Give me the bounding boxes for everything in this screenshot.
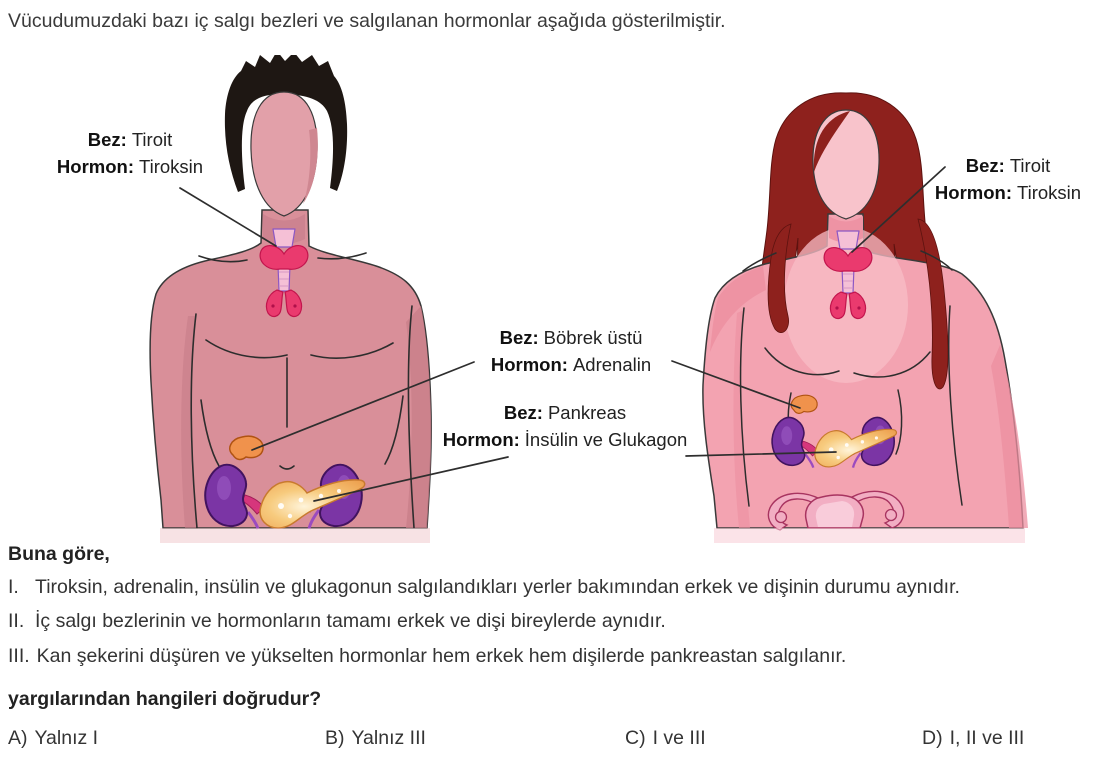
pancreas-label-line1: Bez: Pankreas [503,402,627,423]
option-a-letter: A) [8,727,28,749]
pancreas-label-line2: Hormon: İnsülin ve Glukagon [442,429,688,450]
option-b-text: Yalnız III [351,727,426,749]
adrenal-label-line1: Bez: Böbrek üstü [499,327,643,348]
question-stem: yargılarından hangileri doğrudur? [8,688,322,710]
statement-3-numeral: III. [8,645,30,667]
female-thyroid-label [888,152,1095,206]
female-thyroid-label-line2: Hormon: Tiroksin [934,182,1082,203]
option-b [325,727,426,750]
statement-1-numeral: I. [8,576,19,598]
option-d-letter: D) [922,727,943,749]
male-thyroid-label [30,126,230,180]
male-thyroid-label-line1: Bez: Tiroit [87,129,173,150]
option-d-text: I, II ve III [949,727,1025,749]
statement-2-numeral: II. [8,610,25,632]
male-face [251,92,317,216]
option-b-letter: B) [325,727,345,749]
statement-2 [8,610,1090,633]
statement-3 [8,645,1090,668]
option-c-letter: C) [625,727,646,749]
statement-2-text: İç salgı bezlerinin ve hormonların tamamı erkek ve dişi bireylerde aynıdır. [35,610,666,632]
option-c-text: I ve III [652,727,706,749]
statement-1 [8,576,1090,599]
option-d [922,727,1024,750]
question-intro: Vücudumuzdaki bazı iç salgı bezleri ve salgılanan hormonlar aşağıda gösterilmiştir. [8,10,726,32]
option-a-text: Yalnız I [34,727,99,749]
statement-3-text: Kan şekerini düşüren ve yükselten hormonlar hem erkek hem dişilerde pankreastan salgılanır. [36,645,847,667]
pancreas-label [425,399,705,453]
male-thyroid-label-line2: Hormon: Tiroksin [56,156,204,177]
female-thyroid-label-line1: Bez: Tiroit [965,155,1051,176]
adrenal-label [451,324,691,378]
adrenal-label-line2: Hormon: Adrenalin [490,354,652,375]
question-lead: Buna göre, [8,543,110,565]
option-c [625,727,706,750]
option-a [8,727,98,750]
statement-1-text: Tiroksin, adrenalin, insülin ve glukagonun salgılandıkları yerler bakımından erkek ve dişinin durumu aynıdır. [35,576,960,598]
